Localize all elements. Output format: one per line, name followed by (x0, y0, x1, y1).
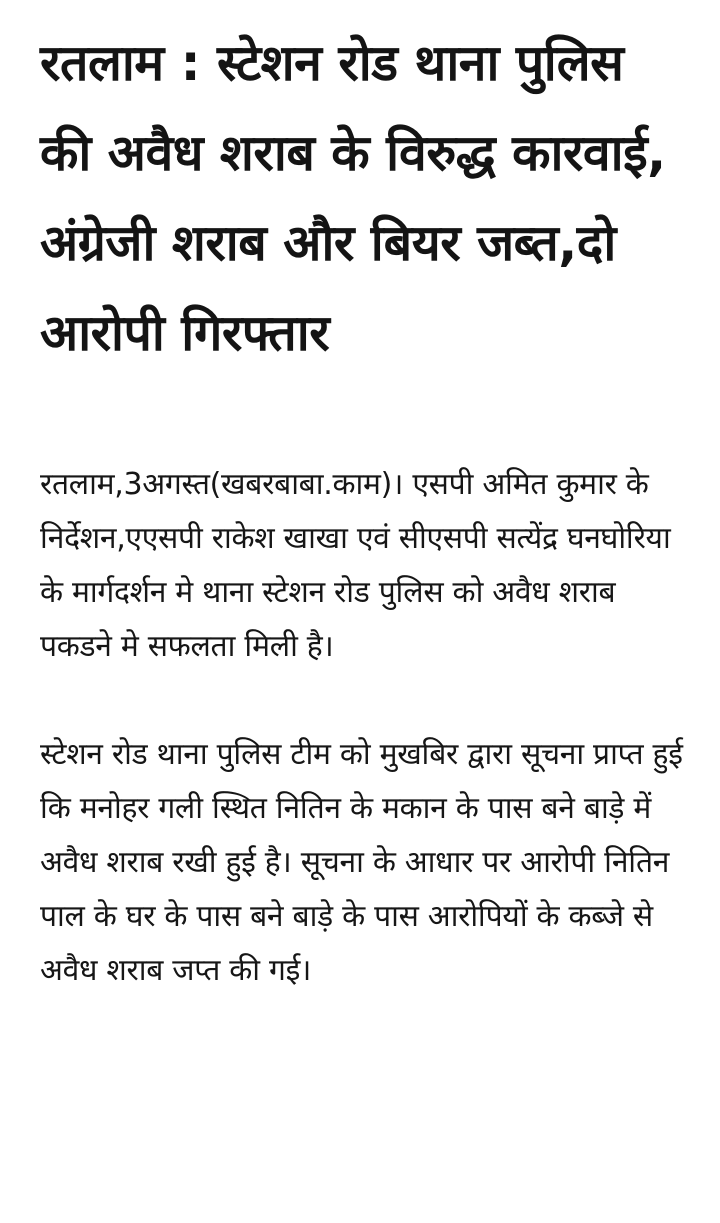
article-paragraph-2: स्टेशन रोड थाना पुलिस टीम को मुखबिर द्वारा सूचना प्राप्त हुई कि मनोहर गली स्थित नितिन के मकान के पास बने बाड़े में अवैध शराब रखी हुई है। सूचना के आधार पर आरोपी नितिन पाल के घर के पास बने बाड़े के पास आरोपियों के कब्जे से अवैध शराब जप्त की गई। (40, 737, 683, 988)
article-headline: रतलाम : स्टेशन रोड थाना पुलिस की अवैध शराब के विरुद्ध कारवाई, अंग्रेजी शराब और बियर जब्त,दो आरोपी गिरफ्तार (40, 34, 666, 362)
article-paragraph-1: रतलाम,3अगस्त(खबरबाबा.काम)। एसपी अमित कुमार के निर्देशन,एएसपी राकेश खाखा एवं सीएसपी सत्येंद्र घनघोरिया के मार्गदर्शन मे थाना स्टेशन रोड पुलिस को अवैध शराब पकडने मे सफलता मिली है। (40, 467, 671, 664)
